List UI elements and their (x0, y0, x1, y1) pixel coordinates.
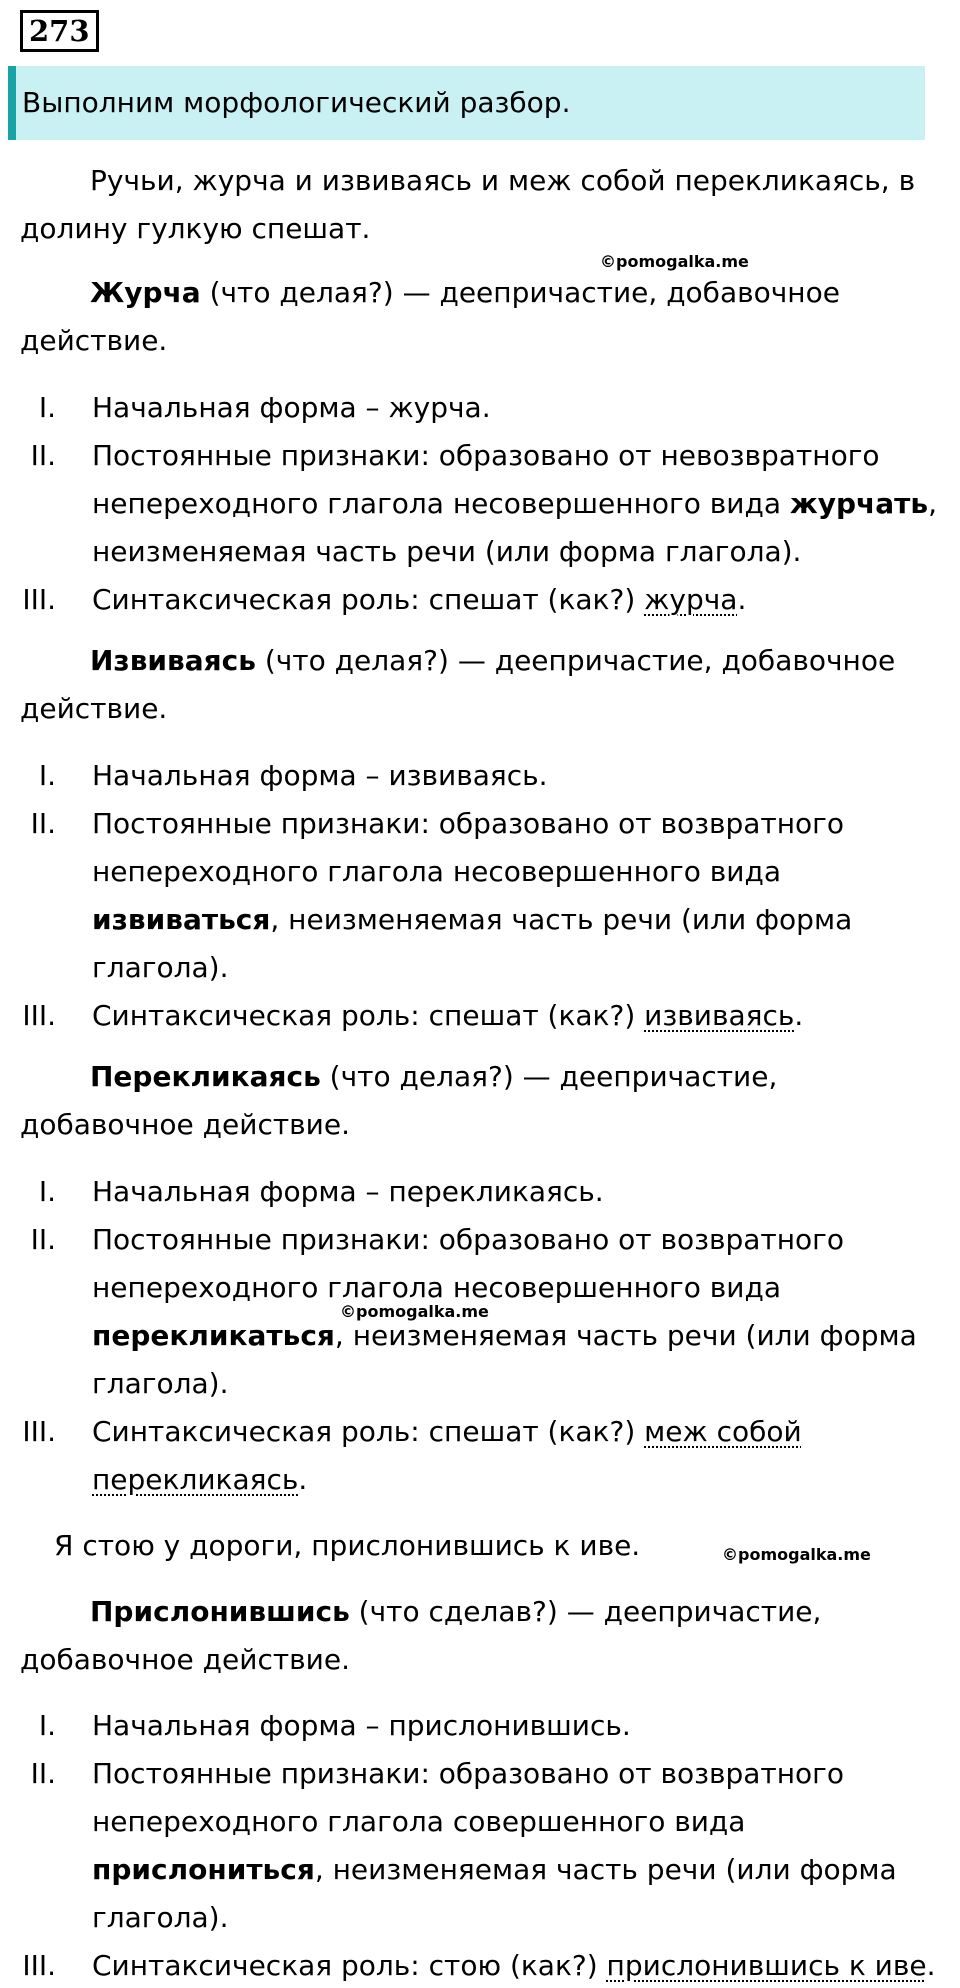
word4-item-1: Начальная форма – прислонившись. (92, 1709, 631, 1742)
word4-item-2-line-3-text: , неизменяемая часть речи (или форма (314, 1853, 897, 1886)
word3-heading (90, 1058, 777, 1096)
word2-heading-word: Извиваясь (90, 644, 256, 677)
word1-numeral-1: I. (38, 391, 56, 424)
word2-item-2-line-3-text: , неизменяемая часть речи (или форма (270, 903, 853, 936)
word1-item-2-comma: , (928, 487, 938, 520)
word1-heading-rest: (что делая?) — деепричастие, добавочное (200, 276, 840, 309)
word1-item-3-period: . (737, 583, 747, 616)
word3-heading-rest: (что делая?) — деепричастие, (320, 1060, 778, 1093)
word3-heading-line-2: добавочное действие. (20, 1108, 350, 1141)
word3-heading-word: Перекликаясь (90, 1060, 321, 1093)
word1-item-2-line-1: Постоянные признаки: образовано от невозвратного (92, 439, 880, 472)
word2-item-3-text: Синтаксическая роль: спешат (как?) (92, 999, 645, 1032)
word3-item-1: Начальная форма – перекликаясь. (92, 1175, 604, 1208)
word3-numeral-3: III. (22, 1415, 56, 1448)
word2-source-verb: извиваться (92, 903, 271, 936)
word1-heading-line-2: действие. (20, 324, 168, 357)
word3-item-3-line-1 (92, 1413, 802, 1451)
word3-underlined-1: меж собой (644, 1415, 802, 1448)
section-banner (8, 66, 925, 140)
word4-heading-rest: (что сделав?) — деепричастие, (349, 1595, 822, 1628)
word3-underlined-2: перекликаясь (92, 1463, 299, 1496)
word2-item-2-line-2: непереходного глагола несовершенного вида (92, 855, 781, 888)
word1-numeral-2: II. (30, 439, 56, 472)
word1-heading (90, 274, 840, 312)
word3-item-2-line-4: глагола). (92, 1367, 229, 1400)
word3-item-2-line-2: непереходного глагола несовершенного вида (92, 1271, 781, 1304)
word2-item-2-line-1: Постоянные признаки: образовано от возвратного (92, 807, 845, 840)
word2-item-1: Начальная форма – извиваясь. (92, 759, 548, 792)
word4-heading (90, 1593, 821, 1631)
word1-item-3 (92, 581, 746, 619)
word1-item-2-line-2-text: непереходного глагола несовершенного вида (92, 487, 790, 520)
word2-item-2-line-4: глагола). (92, 951, 229, 984)
word4-item-2-line-3 (92, 1851, 897, 1889)
word4-item-2-line-4: глагола). (92, 1901, 229, 1934)
word4-heading-line-2: добавочное действие. (20, 1643, 350, 1676)
word2-item-3 (92, 997, 803, 1035)
watermark-1: ©pomogalka.me (600, 252, 749, 271)
word4-item-3-period: . (926, 1949, 936, 1982)
word4-underlined: прислонившись к иве (606, 1949, 927, 1982)
word3-numeral-1: I. (38, 1175, 56, 1208)
word3-item-3-period: . (298, 1463, 308, 1496)
word4-item-2-line-2: непереходного глагола совершенного вида (92, 1805, 746, 1838)
word4-item-3 (92, 1947, 936, 1985)
word4-numeral-2: II. (30, 1757, 56, 1790)
sentence-1-line-1: Ручьи, журча и извиваясь и меж собой перекликаясь, в (90, 164, 916, 197)
word3-item-2-line-3 (92, 1317, 917, 1355)
word2-heading (90, 642, 895, 680)
word4-item-3-text: Синтаксическая роль: стою (как?) (92, 1949, 607, 1982)
word3-item-2-line-3-text: , неизменяемая часть речи (или форма (334, 1319, 917, 1352)
word2-heading-line-2: действие. (20, 692, 168, 725)
sentence-1-line-2: долину гулкую спешат. (20, 212, 371, 245)
watermark-3: ©pomogalka.me (722, 1545, 871, 1564)
banner-accent-bar (8, 66, 16, 140)
word1-underlined: журча (644, 583, 738, 616)
word4-heading-word: Прислонившись (90, 1595, 350, 1628)
banner-title: Выполним морфологический разбор. (22, 86, 571, 119)
word3-numeral-2: II. (30, 1223, 56, 1256)
word3-source-verb: перекликаться (92, 1319, 335, 1352)
sentence-2: Я стою у дороги, прислонившись к иве. (54, 1529, 641, 1562)
word2-numeral-2: II. (30, 807, 56, 840)
word4-numeral-3: III. (22, 1949, 56, 1982)
word2-underlined: извиваясь (644, 999, 795, 1032)
word3-item-3-text: Синтаксическая роль: спешат (как?) (92, 1415, 645, 1448)
word1-item-2-line-2 (92, 485, 937, 523)
word1-item-1: Начальная форма – журча. (92, 391, 491, 424)
word2-numeral-1: I. (38, 759, 56, 792)
word2-item-2-line-3 (92, 901, 852, 939)
word1-heading-word: Журча (90, 276, 201, 309)
word2-heading-rest: (что делая?) — деепричастие, добавочное (255, 644, 896, 677)
word2-item-3-period: . (794, 999, 804, 1032)
word1-source-verb: журчать (789, 487, 929, 520)
word4-source-verb: прислониться (92, 1853, 315, 1886)
word4-numeral-1: I. (38, 1709, 56, 1742)
word1-item-3-text: Синтаксическая роль: спешат (как?) (92, 583, 645, 616)
word3-item-2-line-1: Постоянные признаки: образовано от возвратного (92, 1223, 845, 1256)
word1-numeral-3: III. (22, 583, 56, 616)
watermark-2: ©pomogalka.me (340, 1302, 489, 1321)
word3-item-3-line-2 (92, 1461, 307, 1499)
word4-item-2-line-1: Постоянные признаки: образовано от возвратного (92, 1757, 845, 1790)
task-number: 273 (20, 10, 99, 52)
word2-numeral-3: III. (22, 999, 56, 1032)
word1-item-2-line-3: неизменяемая часть речи (или форма глагола). (92, 535, 802, 568)
